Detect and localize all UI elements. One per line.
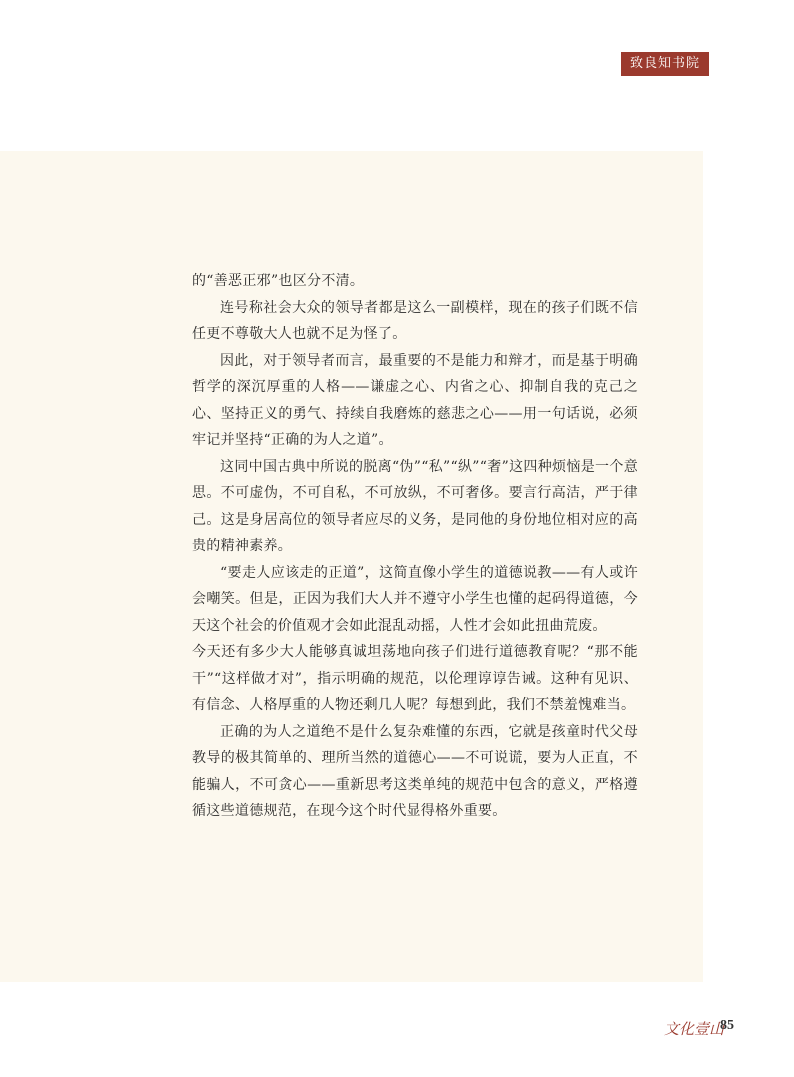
paragraph-3: 因此，对于领导者而言，最重要的不是能力和辩才，而是基于明确哲学的深沉厚重的人格——谦虚之心、内省之心、抑制自我的克己之心、坚持正义的勇气、持续自我磨炼的慈悲之心——用一句话说，必须牢记并坚持“正确的为人之道”。 — [192, 352, 638, 448]
magazine-logo: 文化壹山 — [664, 1020, 725, 1038]
paragraph-7: 正确的为人之道绝不是什么复杂难懂的东西，它就是孩童时代父母教导的极其简单的、理所当然的道德心——不可说谎，要为人正直，不能骗人，不可贪心——重新思考这类单纯的规范中包含的意义，严格遵循这些道德规范，在现今这个时代显得格外重要。 — [192, 723, 638, 819]
article-body — [192, 268, 638, 825]
paragraph-2: 连号称社会大众的领导者都是这么一副模样，现在的孩子们既不信任更不尊敬大人也就不足为怪了。 — [192, 299, 638, 342]
paragraph-5: “要走人应该走的正道”，这简直像小学生的道德说教——有人或许会嘲笑。但是，正因为我们大人并不遵守小学生也懂的起码得道德，今天这个社会的价值观才会如此混乱动摇，人性才会如此扭曲荒废。 — [192, 564, 638, 634]
paragraph-4: 这同中国古典中所说的脱离“伪”“私”“纵”“奢”这四种烦恼是一个意思。不可虚伪，不可自私，不可放纵，不可奢侈。要言行高洁，严于律己。这是身居高位的领导者应尽的义务，是同他的身份地位相对应的高贵的精神素养。 — [192, 458, 638, 554]
page-number: 85 — [720, 1018, 734, 1033]
section-label: 致良知书院 — [621, 52, 709, 76]
paragraph-6: 今天还有多少大人能够真诚坦荡地向孩子们进行道德教育呢？“那不能干”“这样做才对”，指示明确的规范，以伦理谆谆告诫。这种有见识、有信念、人格厚重的人物还剩几人呢？每想到此，我们不禁羞愧难当。 — [192, 644, 638, 713]
paragraph-1: 的“善恶正邪”也区分不清。 — [192, 273, 365, 289]
